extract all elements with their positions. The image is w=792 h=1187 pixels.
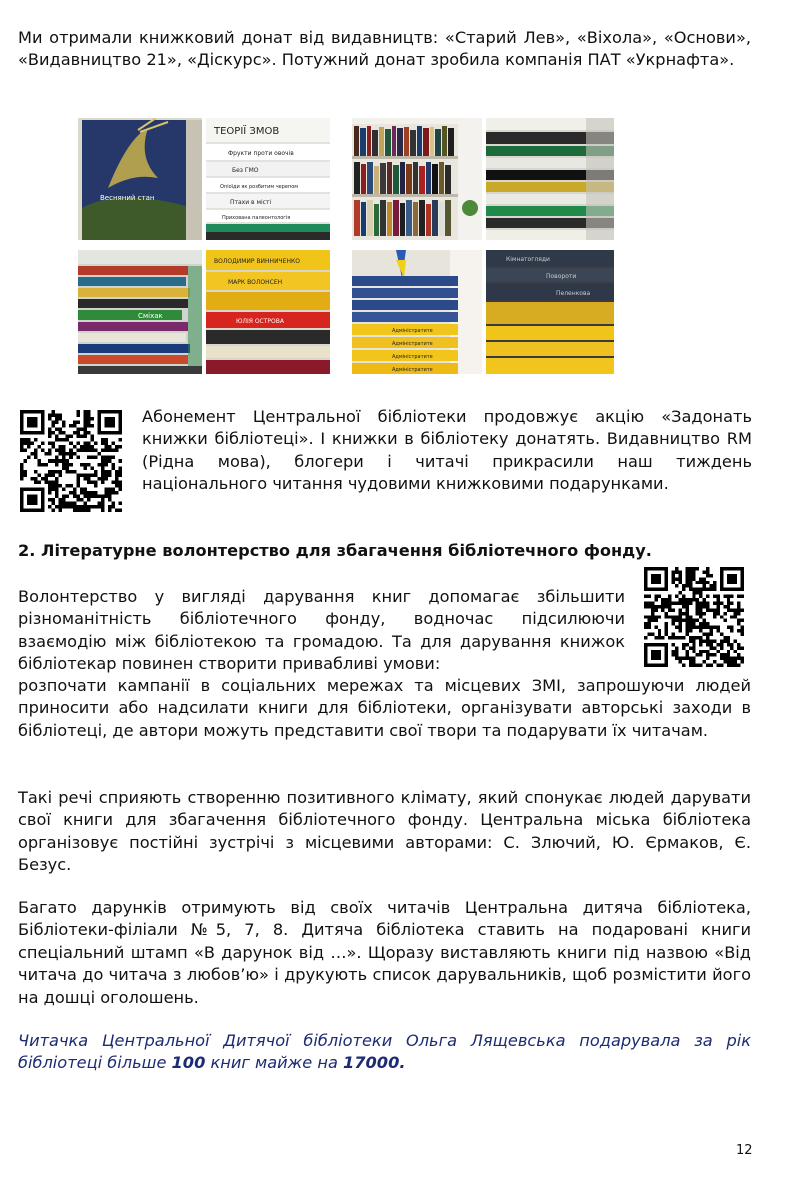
authors-paragraph: Такі речі сприяють створенню позитивного клімату, який спонукає людей дарувати свої книги для збагачення бібліотечного фонду. Центральна міська бібліотека організовує постійні зустрічі з місцевими авторами: С. Злючий, Ю. Єрмаков, Є. Безус.	[18, 788, 751, 875]
page-number: 12	[736, 1143, 753, 1158]
svg-text:Фрукти проти овочів: Фрукти проти овочів	[228, 150, 294, 157]
qr-code-graphic	[644, 567, 744, 667]
donation-amount: 17000.	[343, 1053, 406, 1073]
photo-bookshelf	[352, 118, 482, 240]
children-library-paragraph: Багато дарунків отримують від своїх читачів Центральна дитяча бібліотека, Бібліотеки-філіали №5, 7, 8. Дитяча бібліотека ставить на подаровані книги спеціальний штамп «В дарунок від …». Щоразу виставляють книги під назвою «Від читача до читача з любов’ю» і друкують список дарувальників, щоб розмістити його на дошці оголошень.	[18, 898, 751, 1007]
photo-book-stack-1	[486, 118, 614, 240]
svg-text:Опіоїди як розбитим черепом: Опіоїди як розбитим черепом	[220, 184, 299, 190]
photo-classics-stack	[206, 250, 330, 374]
svg-text:ВОЛОДИМИР ВИННИЧЕНКО: ВОЛОДИМИР ВИННИЧЕНКО	[214, 258, 300, 265]
abonement-paragraph: Абонемент Центральної бібліотеки продовжує акцію «Задонать книжки бібліотеці». І книжки в бібліотеку донатять. Видавництво RM (Рідна мова), блогери і читачі прикрасили наш тиждень національного читання чудовими книжковими подарунками.	[142, 407, 752, 494]
svg-text:ЮЛІЯ ОСТРОВА: ЮЛІЯ ОСТРОВА	[236, 318, 284, 325]
svg-text:Адміністратите: Адміністратите	[392, 341, 433, 347]
book-count: 100	[171, 1053, 206, 1073]
cover-top-text: ТЕОРІЇ ЗМОВ	[214, 126, 280, 137]
svg-text:Без ГМО: Без ГМО	[232, 167, 259, 174]
svg-text:Прихована палеонтологія: Прихована палеонтологія	[222, 215, 291, 221]
qr-code[interactable]	[20, 410, 122, 512]
svg-text:Пеленкова: Пеленкова	[556, 290, 591, 297]
qr-code-volunteer[interactable]	[644, 567, 744, 667]
intro-paragraph: Ми отримали книжковий донат від видавництв: «Старий Лев», «Віхола», «Основи», «Видавництво 21», «Діскурс». Потужний донат зробила компанія ПАТ «Укрнафта».	[18, 28, 751, 70]
svg-text:МАРК ВОЛОНСЕН: МАРК ВОЛОНСЕН	[228, 279, 283, 286]
cover-title-text: Весняний стан	[100, 194, 155, 202]
volunteer-paragraph: Волонтерство у вигляді дарування книг допомагає збільшити різноманітність бібліотечного фонду, водночас підсилюючи взаємодію між бібліотекою та громадою. Та для дарування книжок бібліотекар повинен створити привабливі умови:	[18, 587, 625, 674]
photo-book-stack-2	[78, 250, 202, 374]
svg-text:Адміністратите: Адміністратите	[392, 328, 433, 334]
svg-text:Кімнатогляди: Кімнатогляди	[506, 256, 550, 263]
spine-bright-text: Сміхак	[138, 312, 163, 320]
svg-text:Повороти: Повороти	[546, 273, 577, 280]
photo-book-cover	[78, 118, 202, 240]
photo-collage	[78, 118, 618, 376]
svg-text:Адміністратите: Адміністратите	[392, 354, 433, 360]
photo-dark-yellow-stack	[486, 250, 614, 374]
reader-donation-note: Читачка Центральної Дитячої бібліотеки Ольга Лящевська подарувала за рік бібліотеці більше 100 книг майже на 17000.	[18, 1031, 751, 1073]
photo-science-books	[206, 118, 330, 240]
svg-text:Адміністратите: Адміністратите	[392, 367, 433, 373]
photo-blue-yellow-stack	[352, 250, 482, 374]
svg-text:Птахи в місті: Птахи в місті	[230, 199, 272, 206]
section-heading: 2. Літературне волонтерство для збагачення бібліотечного фонду.	[18, 541, 652, 560]
volunteer-paragraph-continued: розпочати кампанії в соціальних мережах та місцевих ЗМІ, запрошуючи людей приносити або надсилати книги для бібліотеки, організувати авторські заходи в бібліотеці, де автори можуть представити свої твори та подарувати їх читачам.	[18, 676, 751, 740]
qr-code-graphic	[20, 410, 122, 512]
